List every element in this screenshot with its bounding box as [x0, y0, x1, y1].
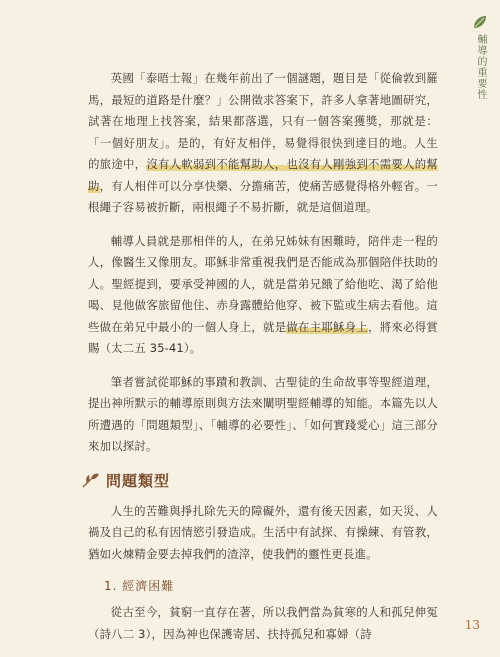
paragraph-2 [88, 231, 438, 360]
leaf-icon [472, 14, 488, 30]
leaf-sprig-icon [82, 472, 100, 488]
section-heading [82, 470, 438, 491]
section-title: 問題類型 [106, 471, 171, 490]
paragraph-1-highlight: 沒有人軟弱到不能幫助人，也沒有人剛強到不需要人的幫助 [88, 157, 438, 193]
side-tab [460, 14, 500, 124]
paragraph-2-text-a: 輔導人員就是那相伴的人，在弟兄姊妹有困難時，陪伴走一程的人，像醫生又像朋友。耶穌非常重視我們是否能成為那個陪伴扶助的人。聖經提到，要承受神國的人，就是當弟兄餓了給他吃、渴了給他喝、見他做客旅留他住、赤身露體給他穿、被下監或生病去看他。這些做在弟兄中最小的一個人身上，就是 [88, 233, 438, 334]
paragraph-1-text-a: 英國「泰晤士報」在幾年前出了一個謎題，題目是「從倫敦到羅馬，最短的道路是什麼？」公開徵求答案下，許多人拿著地圖研究，試著在地理上找答案，結果都落選，只有一個答案獲獎，那就是：「一個好朋友」。是的，有好友相伴，易覺得很快到達目的地。人生的旅途中， [88, 71, 438, 171]
paragraph-3: 筆者嘗試從耶穌的事蹟和教訓、古聖徒的生命故事等聖經道理，提出神所默示的輔導原則與方法來闡明聖經輔導的知能。本篇先以人所遭遇的「問題類型」、「輔導的必要性」、「如何實踐愛心」這三部分來加以探討。 [88, 374, 438, 453]
paragraph-4: 人生的苦難與掙扎除先天的障礙外，還有後天因素，如天災、人禍及自己的私有因情慾引發造成。生活中有試探、有操練、有管教，猶如火煉精金要去掉我們的渣滓，使我們的靈性更長進。 [88, 503, 438, 561]
paragraph-5: 從古至今，貧窮一直存在著，所以我們當為貧寒的人和孤兒伸冤（詩八二 3），因為神也保護寄居、扶持孤兒和寡婦（詩 [88, 605, 438, 641]
page-number: 13 [464, 618, 480, 632]
page-content [88, 68, 438, 657]
subsection-title: 1. 經濟困難 [104, 579, 175, 593]
side-tab-label: 輔導的重要性 [475, 34, 486, 100]
paragraph-2-highlight: 做在主耶穌身上 [286, 319, 369, 334]
paragraph-1-text-b: ，有人相伴可以分享快樂、分擔痛苦，使痛苦感覺得格外輕省。一根繩子容易被折斷，兩根繩子不易折斷，就是這個道理。 [88, 178, 438, 214]
paragraph-1 [88, 68, 438, 219]
paragraph-2-text-b: ，將來必得賞賜（太二五 35-41）。 [88, 319, 438, 355]
